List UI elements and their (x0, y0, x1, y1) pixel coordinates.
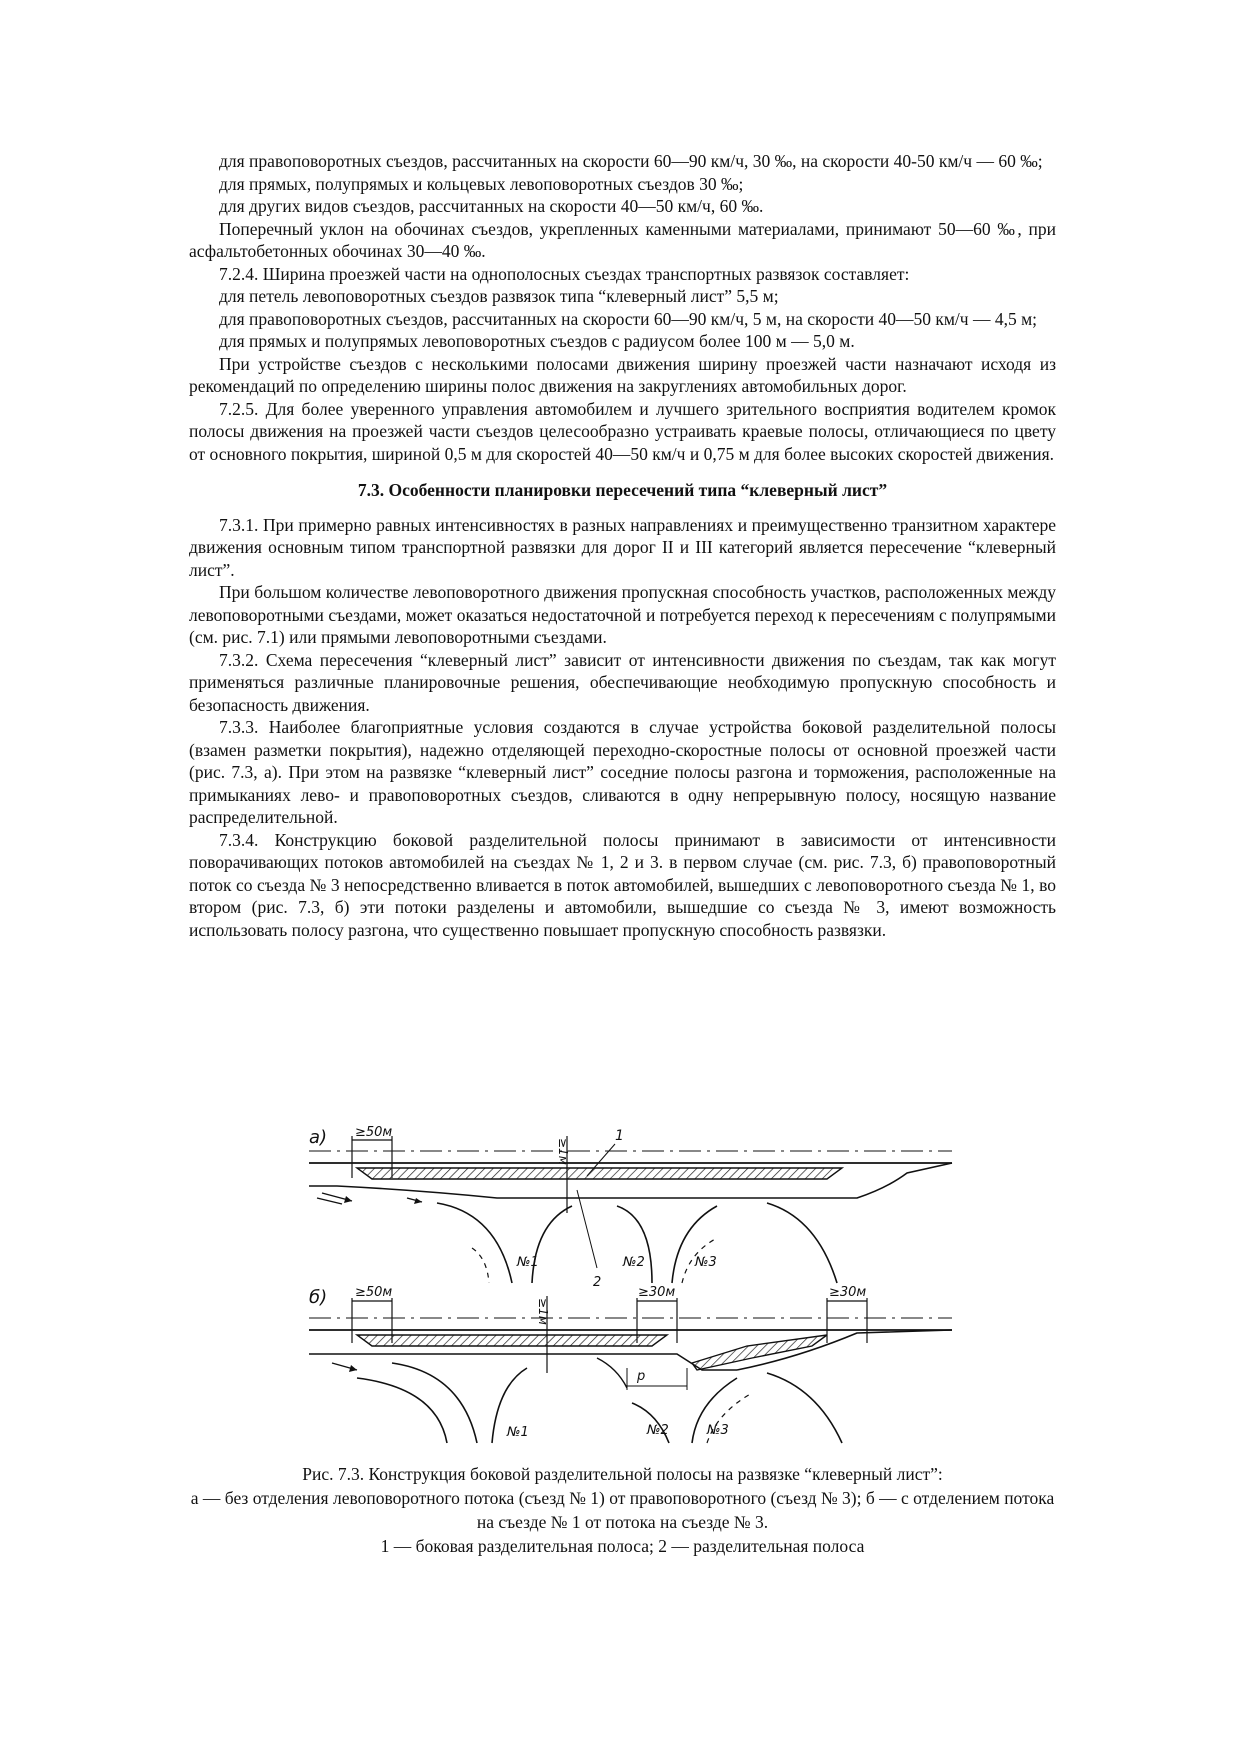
paragraph: для петель левоповоротных съездов развязок типа “клеверный лист” 5,5 м; (219, 286, 779, 306)
panel-b (309, 1285, 952, 1443)
paragraph: для правоповоротных съездов, рассчитанных на скорости 60—90 км/ч, 30 ‰, на скорости 40-50 км/ч — 60 ‰; (219, 151, 1043, 171)
paragraph: 7.3.3. Наиболее благоприятные условия создаются в случае устройства боковой разделительной полосы (взамен разметки покрытия), надежно отделяющей переходно-скоростные полосы от основной проезжей части (рис. 7.3, а). При этом на развязке “клеверный лист” соседние полосы разгона и торможения, расположенные на примыканиях лево- и правоповоротных съездов, сливаются в одну непрерывную полосу, носящую название распределительной. (189, 717, 1056, 827)
caption-legend: 1 — боковая разделительная полоса; 2 — разделительная полоса (380, 1536, 865, 1556)
dimension-label: ≥30м (829, 1285, 867, 1300)
ramp-label: №2 (647, 1423, 669, 1438)
ramp-label: №1 (517, 1255, 539, 1270)
section-heading: 7.3. Особенности планировки пересечений типа “клеверный лист” (357, 480, 888, 500)
document-body (189, 150, 1056, 941)
paragraph: 7.3.4. Конструкцию боковой разделительной полосы принимают в зависимости от интенсивности поворачивающих потоков автомобилей на съездах № 1, 2 и 3. в первом случае (см. рис. 7.3, б) правоповоротный поток со съезда № 3 непосредственно вливается в поток автомобилей, вышедших с левоповоротного съезда № 1, во втором (рис. 7.3, б) эти потоки разделены и автомобили, вышедшие со съезда № 3, имеют возможность использовать полосу разгона, что существенно повышает пропускную способность развязки. (189, 829, 1056, 940)
panel-b-label: б) (309, 1287, 328, 1308)
paragraph: для других видов съездов, рассчитанных на скорости 40—50 км/ч, 60 ‰. (219, 196, 764, 216)
caption-title: Рис. 7.3. Конструкция боковой разделительной полосы на развязке “клеверный лист”: (302, 1464, 943, 1484)
figure-caption (189, 1462, 1056, 1558)
paragraph: 7.2.4. Ширина проезжей части на однополосных съездах транспортных развязок составляет: (219, 263, 910, 284)
paragraph: для правоповоротных съездов, рассчитанных на скорости 60—90 км/ч, 5 м, на скорости 40—50 км/ч — 4,5 м; (219, 308, 1038, 329)
callout-label: 2 (593, 1275, 602, 1290)
ramp-label: №3 (707, 1423, 729, 1438)
paragraph: При устройстве съездов с несколькими полосами движения ширину проезжей части назначают исходя из рекомендаций по определению ширины полос движения на закруглениях автомобильных дорог. (189, 353, 1056, 396)
figure-7-3 (297, 1118, 957, 1448)
dimension-label: ≥50м (355, 1125, 393, 1140)
paragraph: для прямых, полупрямых и кольцевых левоповоротных съездов 30 ‰; (219, 173, 744, 194)
paragraph: 7.3.1. При примерно равных интенсивностях в разных направлениях и преимущественно транзитном характере движения основным типом транспортной развязки для дорог II и III категорий является пересечение “клеверный лист”. (189, 514, 1056, 580)
paragraph: 7.2.5. Для более уверенного управления автомобилем и лучшего зрительного восприятия водителем кромок полосы движения на проезжей части съездов целесообразно устраивать краевые полосы, отличающиеся по цвету от основного покрытия, шириной 0,5 м для скоростей 40—50 км/ч и 0,75 м для более высоких скоростей движения. (189, 398, 1056, 464)
dimension-label: ≥1м (536, 1298, 550, 1325)
panel-a-label: а) (309, 1127, 328, 1148)
paragraph: 7.3.2. Схема пересечения “клеверный лист” зависит от интенсивности движения по съездам, так как могут применяться различные планировочные решения, обеспечивающие необходимую пропускную способность и безопасность движения. (189, 649, 1056, 715)
ramp-label: №3 (695, 1255, 717, 1270)
dimension-label: ≥30м (638, 1285, 676, 1300)
callout-label: 1 (615, 1128, 624, 1144)
caption-legend: а — без отделения левоповоротного потока (съезд № 1) от правоповоротного (съезд № 3); б — с отделением потока на съезде № 1 от потока на съезде № 3. (190, 1488, 1055, 1532)
dimension-label: ≥50м (355, 1285, 393, 1300)
interchange-diagram (297, 1118, 957, 1448)
paragraph: Поперечный уклон на обочинах съездов, укрепленных каменными материалами, принимают 50—60 ‰, при асфальтобетонных обочинах 30—40 ‰. (189, 218, 1056, 261)
paragraph: для прямых и полупрямых левоповоротных съездов с радиусом более 100 м — 5,0 м. (219, 331, 855, 351)
paragraph: При большом количестве левоповоротного движения пропускная способность участков, расположенных между левоповоротными съездами, может оказаться недостаточной и потребуется переход к пересечениям с полупрямыми (см. рис. 7.1) или прямыми левоповоротными съездами. (189, 582, 1056, 647)
dimension-label: ≥1м (556, 1138, 570, 1165)
panel-a (309, 1125, 952, 1290)
dimension-label: р (637, 1369, 646, 1384)
ramp-label: №2 (623, 1255, 645, 1270)
ramp-label: №1 (507, 1425, 529, 1440)
